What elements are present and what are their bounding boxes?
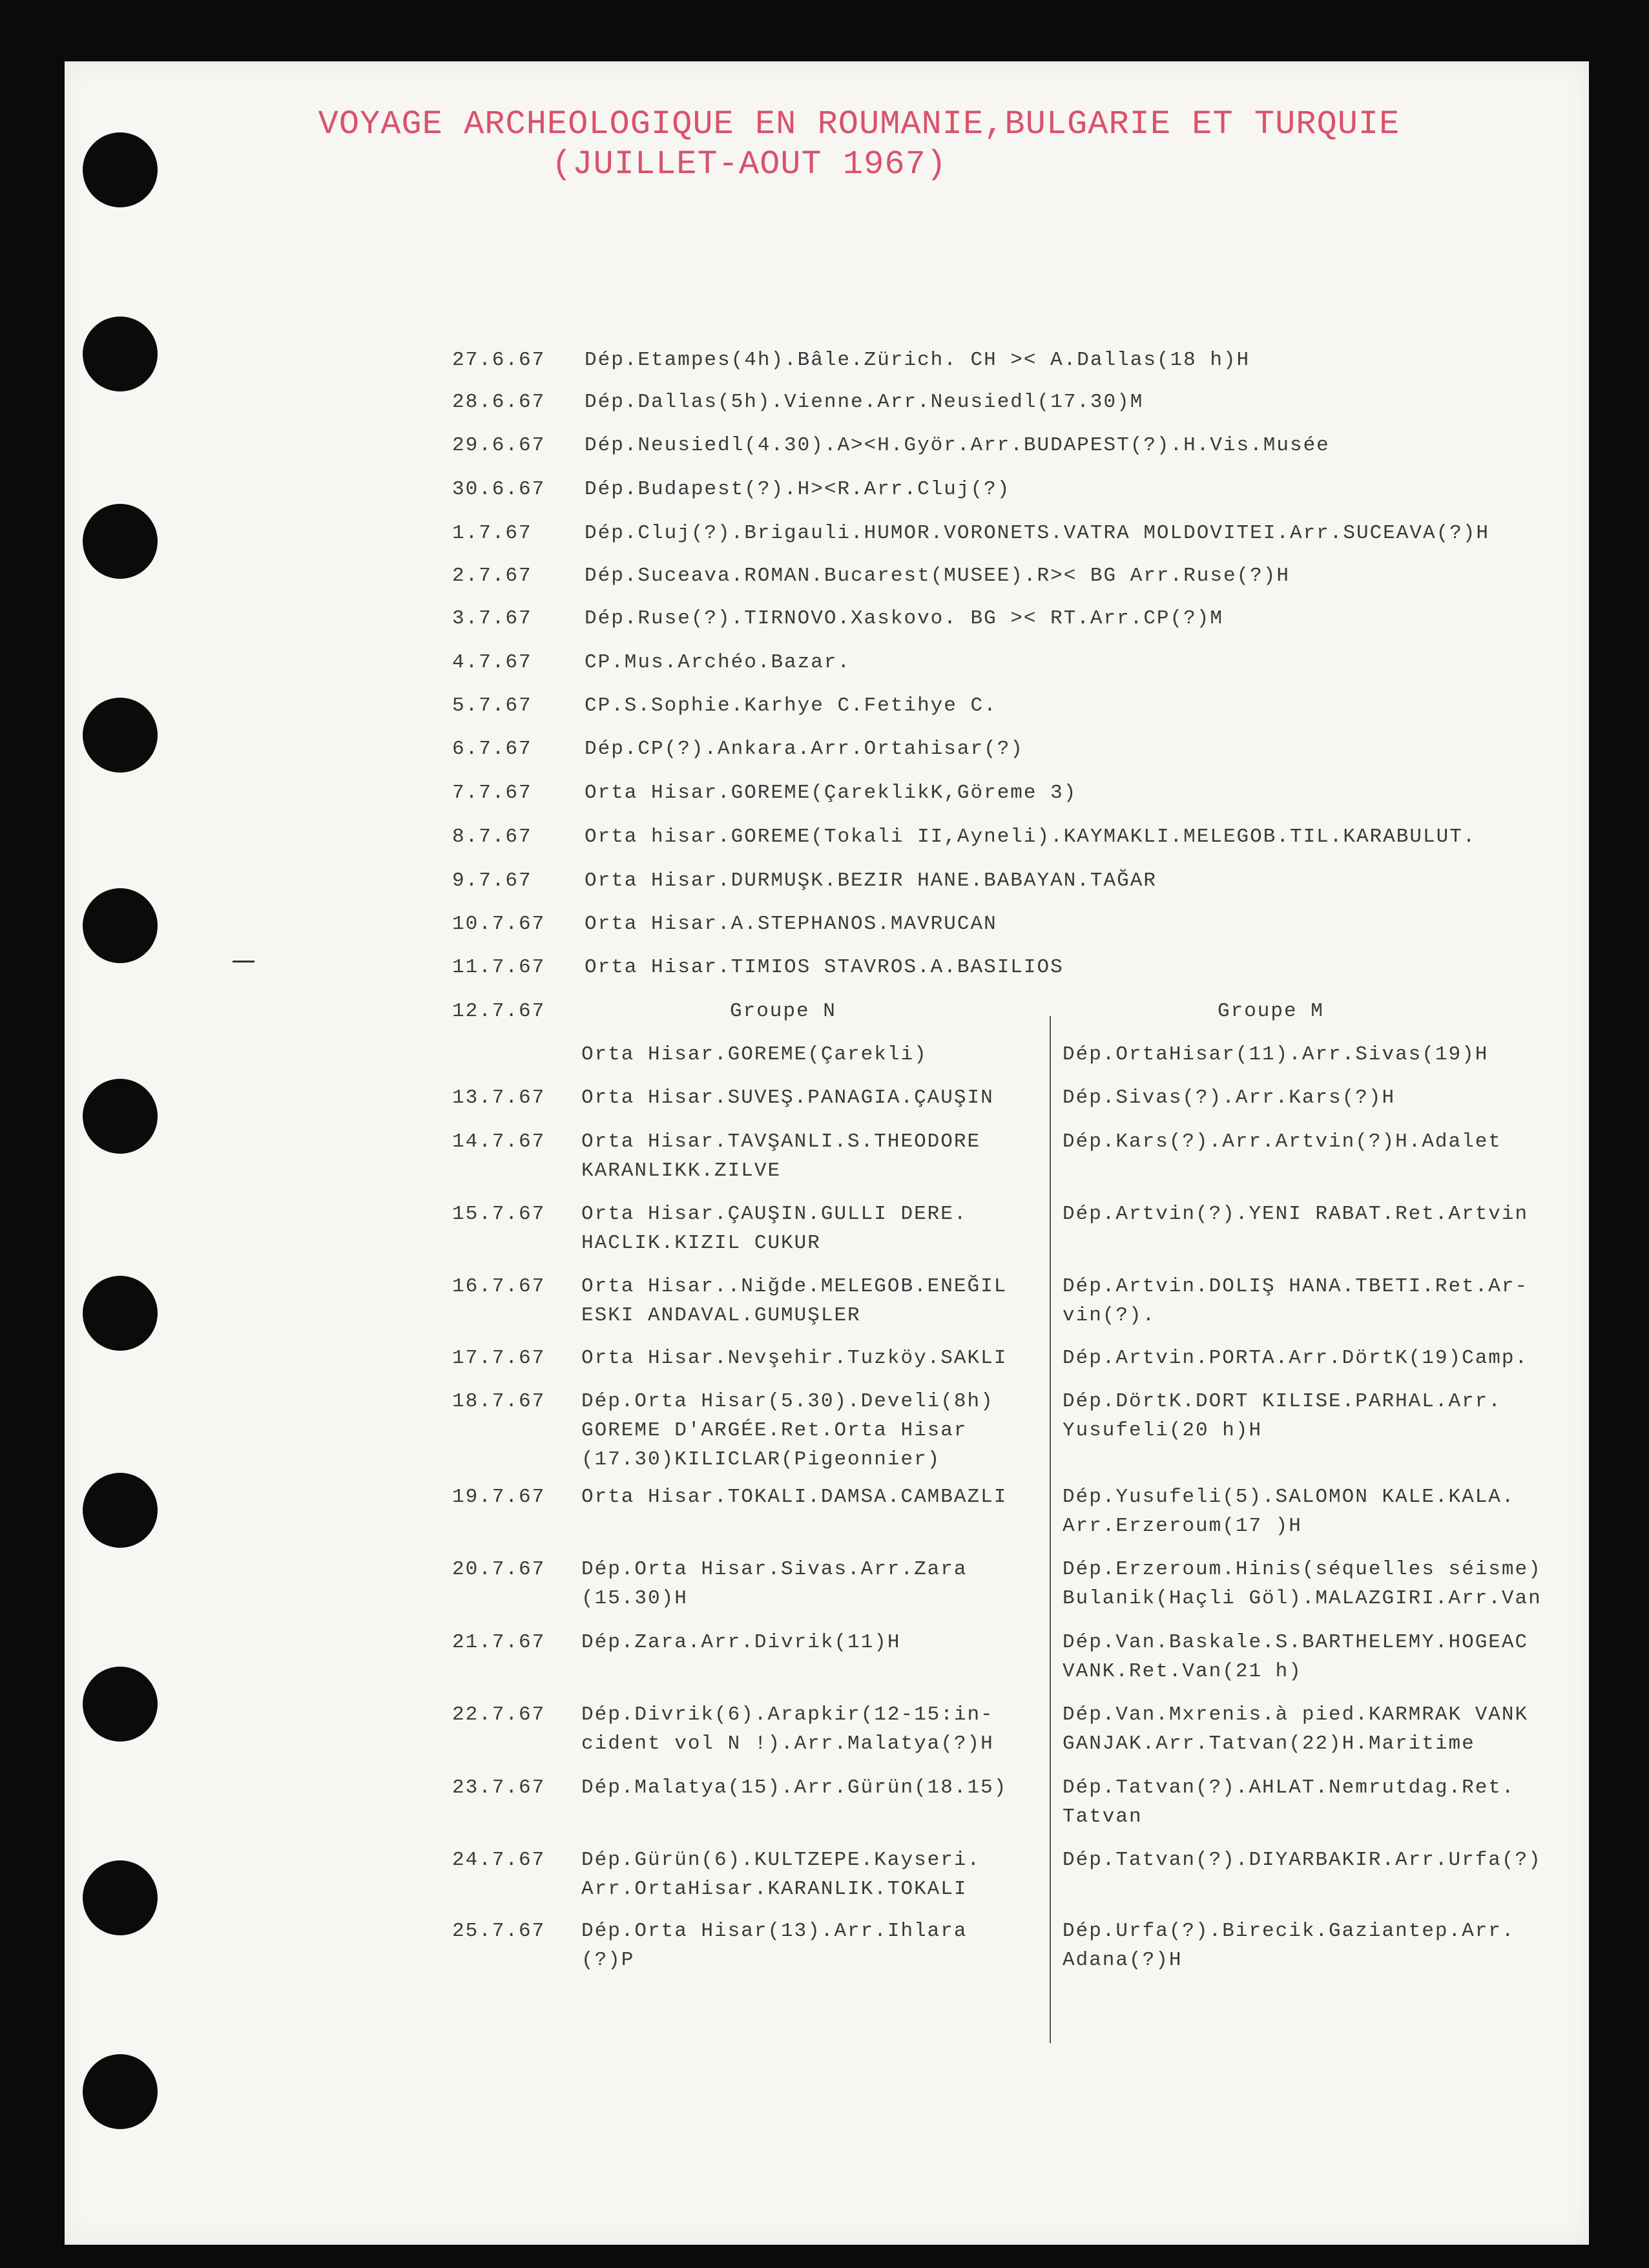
- row-date: 12.7.67: [452, 1000, 546, 1023]
- row-activity: CP.S.Sophie.Karhye C.Fetihye C.: [585, 694, 997, 717]
- group-n-label: Groupe N: [730, 1000, 836, 1023]
- group-n-activity: Orta Hisar.Nevşehir.Tuzköy.SAKLI: [581, 1347, 1008, 1369]
- group-m-activity: Dép.Artvin(?).YENI RABAT.Ret.Artvin: [1063, 1203, 1529, 1225]
- group-n-activity: Dép.Divrik(6).Arapkir(12-15:in- cident vol N !).Arr.Malatya(?)H: [581, 1703, 994, 1755]
- group-n-activity: Dép.Malatya(15).Arr.Gürün(18.15): [581, 1776, 1008, 1799]
- row-date: 13.7.67: [452, 1087, 546, 1109]
- group-m-activity: Dép.Sivas(?).Arr.Kars(?)H: [1063, 1087, 1396, 1109]
- row-activity: CP.Mus.Archéo.Bazar.: [585, 651, 851, 674]
- document-subtitle: (JUILLET-AOUT 1967): [552, 145, 947, 183]
- group-n-activity: Dép.Orta Hisar.Sivas.Arr.Zara (15.30)H: [581, 1558, 968, 1610]
- row-date: 27.6.67: [452, 349, 546, 371]
- group-m-activity: Dép.Erzeroum.Hinis(séquelles séisme) Bulanik(Haçli Göl).MALAZGIRI.Arr.Van: [1063, 1558, 1542, 1610]
- row-date: 21.7.67: [452, 1631, 546, 1654]
- row-date: 29.6.67: [452, 434, 546, 457]
- row-date: 15.7.67: [452, 1203, 546, 1225]
- row-activity: Orta hisar.GOREME(Tokali II,Ayneli).KAYMAKLI.MELEGOB.TIL.KARABULUT.: [585, 826, 1477, 848]
- row-date: 17.7.67: [452, 1347, 546, 1369]
- row-activity: Dép.Budapest(?).H><R.Arr.Cluj(?): [585, 478, 1011, 501]
- row-activity: Dép.Suceava.ROMAN.Bucarest(MUSEE).R>< BG Arr.Ruse(?)H: [585, 565, 1290, 587]
- row-activity: Orta Hisar.TIMIOS STAVROS.A.BASILIOS: [585, 956, 1064, 979]
- group-n-activity: Dép.Orta Hisar(13).Arr.Ihlara (?)P: [581, 1920, 968, 1971]
- group-n-activity: Dép.Gürün(6).KULTZEPE.Kayseri. Arr.OrtaHisar.KARANLIK.TOKALI: [581, 1849, 981, 1900]
- document-page: [65, 61, 1589, 2245]
- row-date: 5.7.67: [452, 694, 532, 717]
- column-divider: [1050, 1016, 1051, 2043]
- group-n-activity: Dép.Zara.Arr.Divrik(11)H: [581, 1631, 901, 1654]
- group-m-activity: Dép.Kars(?).Arr.Artvin(?)H.Adalet: [1063, 1130, 1502, 1153]
- row-date: 10.7.67: [452, 913, 546, 935]
- group-n-activity: Orta Hisar.GOREME(Çarekli): [581, 1043, 928, 1066]
- row-date: 6.7.67: [452, 738, 532, 760]
- group-m-activity: Dép.Van.Mxrenis.à pied.KARMRAK VANK GANJAK.Arr.Tatvan(22)H.Maritime: [1063, 1703, 1529, 1755]
- row-activity: Dép.Cluj(?).Brigauli.HUMOR.VORONETS.VATRA MOLDOVITEI.Arr.SUCEAVA(?)H: [585, 522, 1490, 545]
- row-date: 11.7.67: [452, 956, 546, 979]
- group-m-activity: Dép.Tatvan(?).AHLAT.Nemrutdag.Ret. Tatvan: [1063, 1776, 1515, 1828]
- row-activity: Orta Hisar.DURMUŞK.BEZIR HANE.BABAYAN.TAĞAR: [585, 869, 1157, 892]
- group-m-activity: Dép.DörtK.DORT KILISE.PARHAL.Arr. Yusufeli(20 h)H: [1063, 1390, 1502, 1442]
- row-date: 24.7.67: [452, 1849, 546, 1871]
- group-n-activity: Dép.Orta Hisar(5.30).Develi(8h) GOREME D'ARGÉE.Ret.Orta Hisar (17.30)KILICLAR(Pigeonnier): [581, 1390, 994, 1471]
- group-m-activity: Dép.Yusufeli(5).SALOMON KALE.KALA. Arr.Erzeroum(17 )H: [1063, 1486, 1515, 1537]
- row-date: 28.6.67: [452, 391, 546, 413]
- row-activity: Dép.Dallas(5h).Vienne.Arr.Neusiedl(17.30)M: [585, 391, 1144, 413]
- row-activity: Orta Hisar.A.STEPHANOS.MAVRUCAN: [585, 913, 997, 935]
- group-m-activity: Dép.OrtaHisar(11).Arr.Sivas(19)H: [1063, 1043, 1489, 1066]
- row-activity: Dép.Ruse(?).TIRNOVO.Xaskovo. BG >< RT.Arr.CP(?)M: [585, 607, 1223, 630]
- row-activity: Dép.Neusiedl(4.30).A><H.Györ.Arr.BUDAPEST(?).H.Vis.Musée: [585, 434, 1330, 457]
- row-date: 18.7.67: [452, 1390, 546, 1413]
- group-m-activity: Dép.Artvin.PORTA.Arr.DörtK(19)Camp.: [1063, 1347, 1529, 1369]
- row-date: 2.7.67: [452, 565, 532, 587]
- row-date: 7.7.67: [452, 782, 532, 804]
- document-title: VOYAGE ARCHEOLOGIQUE EN ROUMANIE,BULGARIE ET TURQUIE: [318, 105, 1400, 143]
- row-date: 14.7.67: [452, 1130, 546, 1153]
- row-date: 16.7.67: [452, 1275, 546, 1298]
- group-n-activity: Orta Hisar..Niğde.MELEGOB.ENEĞIL ESKI ANDAVAL.GUMUŞLER: [581, 1275, 1008, 1327]
- row-date: 3.7.67: [452, 607, 532, 630]
- row-date: 20.7.67: [452, 1558, 546, 1581]
- group-m-label: Groupe M: [1218, 1000, 1324, 1023]
- row-activity: Dép.CP(?).Ankara.Arr.Ortahisar(?): [585, 738, 1024, 760]
- row-date: 4.7.67: [452, 651, 532, 674]
- itinerary: [65, 61, 1589, 2245]
- group-n-activity: Orta Hisar.TOKALI.DAMSA.CAMBAZLI: [581, 1486, 1008, 1508]
- group-n-activity: Orta Hisar.SUVEŞ.PANAGIA.ÇAUŞIN: [581, 1087, 994, 1109]
- group-m-activity: Dép.Van.Baskale.S.BARTHELEMY.HOGEAC VANK.Ret.Van(21 h): [1063, 1631, 1529, 1683]
- row-date: 22.7.67: [452, 1703, 546, 1726]
- row-date: 30.6.67: [452, 478, 546, 501]
- row-date: 8.7.67: [452, 826, 532, 848]
- group-n-activity: Orta Hisar.ÇAUŞIN.GULLI DERE. HACLIK.KIZIL CUKUR: [581, 1203, 968, 1254]
- row-activity: Dép.Etampes(4h).Bâle.Zürich. CH >< A.Dallas(18 h)H: [585, 349, 1250, 371]
- group-n-activity: Orta Hisar.TAVŞANLI.S.THEODORE KARANLIKK.ZILVE: [581, 1130, 981, 1182]
- row-date: 9.7.67: [452, 869, 532, 892]
- row-activity: Orta Hisar.GOREME(ÇareklikK,Göreme 3): [585, 782, 1077, 804]
- group-m-activity: Dép.Artvin.DOLIŞ HANA.TBETI.Ret.Ar- vin(?).: [1063, 1275, 1529, 1327]
- row-date: 19.7.67: [452, 1486, 546, 1508]
- row-date: 25.7.67: [452, 1920, 546, 1942]
- row-date: 23.7.67: [452, 1776, 546, 1799]
- row-date: 1.7.67: [452, 522, 532, 545]
- group-m-activity: Dép.Urfa(?).Birecik.Gaziantep.Arr. Adana(?)H: [1063, 1920, 1515, 1971]
- group-m-activity: Dép.Tatvan(?).DIYARBAKIR.Arr.Urfa(?): [1063, 1849, 1542, 1871]
